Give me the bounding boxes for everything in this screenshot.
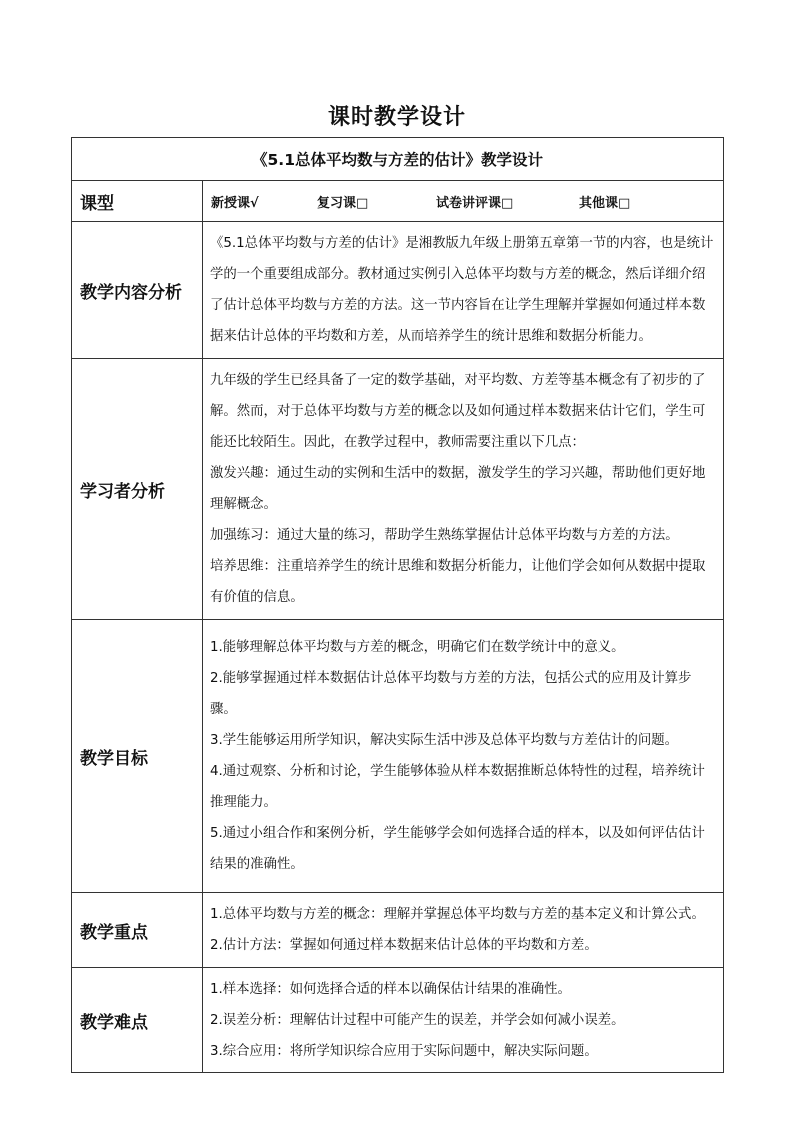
page-title: 课时教学设计 [327,105,466,130]
type-option-review: 复习课□ [317,195,369,211]
table-row-content-analysis [72,222,724,359]
row-label-key-points: 教学重点 [72,893,203,968]
goal-item: 2.能够掌握通过样本数据估计总体平均数与方差的方法，包括公式的应用及计算步骤。 [210,671,692,717]
type-option-exam-review: 试卷讲评课□ [436,195,514,211]
learner-paragraph: 加强练习：通过大量的练习，帮助学生熟练掌握估计总体平均数与方差的方法。 [210,528,679,543]
type-option-new: 新授课√ [211,195,259,211]
table-row-learner-analysis [72,359,724,620]
difficulty-item: 1.样本选择：如何选择合适的样本以确保估计结果的准确性。 [210,981,571,997]
table-row-type [72,181,724,222]
lesson-plan-table [71,137,724,1073]
content-analysis-cell [203,222,724,359]
goal-item: 4.通过观察、分析和讨论，学生能够体验从样本数据推断总体特性的过程，培养统计推理能力。 [210,764,705,810]
table-row-key-points [72,893,724,968]
learner-analysis-cell [203,359,724,620]
goal-item: 1.能够理解总体平均数与方差的概念，明确它们在数学统计中的意义。 [210,640,625,655]
goals-cell [203,620,724,893]
learner-paragraph: 激发兴趣：通过生动的实例和生活中的数据，激发学生的学习兴趣，帮助他们更好地理解概念。 [210,466,706,512]
key-point-item: 2.估计方法：掌握如何通过样本数据来估计总体的平均数和方差。 [210,938,598,953]
key-point-item: 1.总体平均数与方差的概念：理解并掌握总体平均数与方差的基本定义和计算公式。 [210,907,705,922]
key-points-cell [203,893,724,968]
goal-item: 5.通过小组合作和案例分析，学生能够学会如何选择合适的样本，以及如何评估估计结果的准确性。 [210,826,705,872]
type-option-other: 其他课□ [579,195,631,211]
learner-paragraph: 培养思维：注重培养学生的统计思维和数据分析能力，让他们学会如何从数据中提取有价值的信息。 [210,559,706,605]
caption-row [72,138,724,181]
row-label-type: 课型 [72,181,203,222]
table-caption: 《5.1总体平均数与方差的估计》教学设计 [72,138,724,181]
row-label-goals: 教学目标 [72,620,203,893]
difficulties-cell [203,968,724,1073]
table-row-goals [72,620,724,893]
difficulty-item: 3.综合应用：将所学知识综合应用于实际问题中，解决实际问题。 [210,1043,598,1059]
content-analysis-paragraph: 《5.1总体平均数与方差的估计》是湘教版九年级上册第五章第一节的内容，也是统计学的一个重要组成部分。教材通过实例引入总体平均数与方差的概念，然后详细介绍了估计总体平均数与方差的方法。这一节内容旨在让学生理解并掌握如何通过样本数据来估计总体的平均数和方差，从而培养学生的统计思维和数据分析能力。 [210,236,714,344]
table-row-difficulties [72,968,724,1073]
goal-item: 3.学生能够运用所学知识，解决实际生活中涉及总体平均数与方差估计的问题。 [210,733,679,748]
learner-paragraph: 九年级的学生已经具备了一定的数学基础，对平均数、方差等基本概念有了初步的了解。然而，对于总体平均数与方差的概念以及如何通过样本数据来估计它们，学生可能还比较陌生。因此，在教学过程中，教师需要注重以下几点： [210,373,706,450]
type-options-cell [203,181,724,222]
row-label-difficulties: 教学难点 [72,968,203,1073]
row-label-content-analysis: 教学内容分析 [72,222,203,359]
difficulty-item: 2.误差分析：理解估计过程中可能产生的误差，并学会如何减小误差。 [210,1012,625,1028]
row-label-learner-analysis: 学习者分析 [72,359,203,620]
